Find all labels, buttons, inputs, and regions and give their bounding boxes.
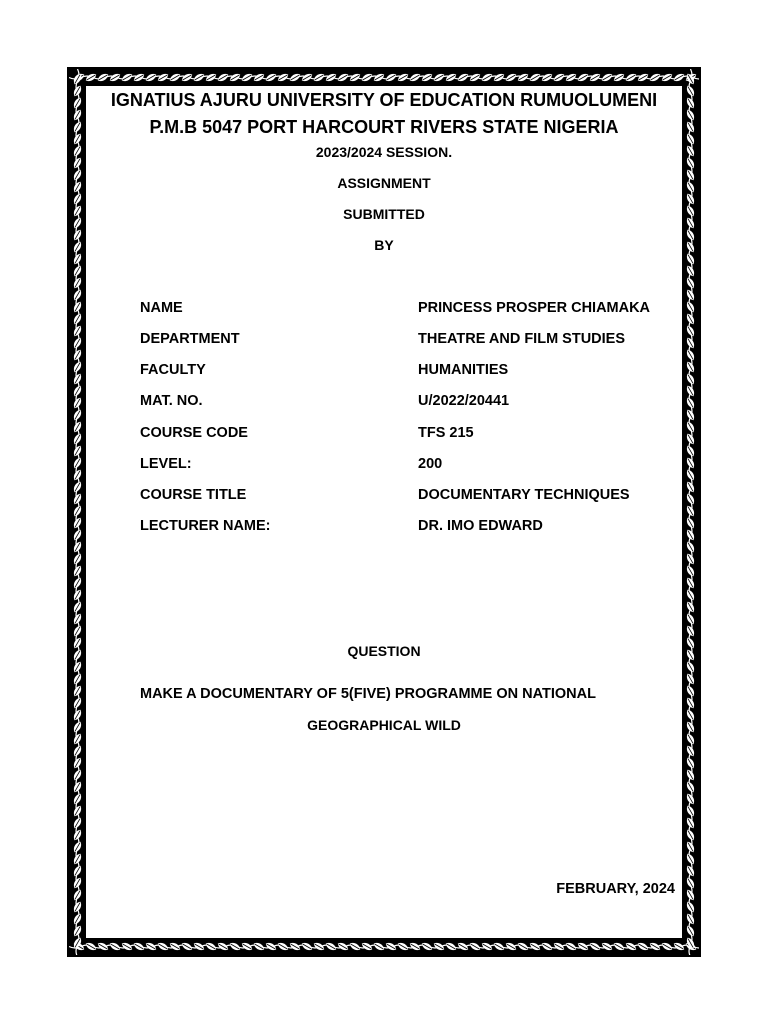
detail-value: DR. IMO EDWARD bbox=[418, 518, 543, 534]
detail-value: HUMANITIES bbox=[418, 362, 509, 378]
detail-value: DOCUMENTARY TECHNIQUES bbox=[418, 487, 630, 503]
detail-label: LECTURER NAME: bbox=[140, 518, 271, 534]
submitted-text: SUBMITTED bbox=[343, 206, 425, 222]
detail-value: U/2022/20441 bbox=[418, 393, 510, 409]
detail-value: PRINCESS PROSPER CHIAMAKA bbox=[418, 300, 651, 316]
question-heading: QUESTION bbox=[347, 643, 421, 659]
detail-value: THEATRE AND FILM STUDIES bbox=[418, 331, 626, 347]
assignment-text: ASSIGNMENT bbox=[337, 175, 431, 191]
question-line-2: GEOGRAPHICAL WILD bbox=[307, 717, 461, 733]
university-name: IGNATIUS AJURU UNIVERSITY OF EDUCATION RUMUOLUMENI bbox=[110, 90, 658, 110]
detail-label: COURSE TITLE bbox=[140, 487, 247, 503]
detail-value: TFS 215 bbox=[418, 425, 474, 441]
university-address: P.M.B 5047 PORT HARCOURT RIVERS STATE NIGERIA bbox=[149, 117, 619, 137]
by-text: BY bbox=[374, 237, 394, 253]
session-text: 2023/2024 SESSION. bbox=[315, 144, 453, 160]
submission-date: FEBRUARY, 2024 bbox=[556, 881, 675, 897]
detail-label: LEVEL: bbox=[140, 456, 192, 472]
detail-value: 200 bbox=[418, 456, 443, 472]
detail-label: FACULTY bbox=[140, 362, 206, 378]
detail-label: COURSE CODE bbox=[140, 425, 248, 441]
detail-label: MAT. NO. bbox=[140, 393, 203, 409]
detail-label: NAME bbox=[140, 300, 183, 316]
question-line-1: MAKE A DOCUMENTARY OF 5(FIVE) PROGRAMME ON NATIONAL bbox=[140, 686, 596, 702]
detail-label: DEPARTMENT bbox=[140, 331, 240, 347]
